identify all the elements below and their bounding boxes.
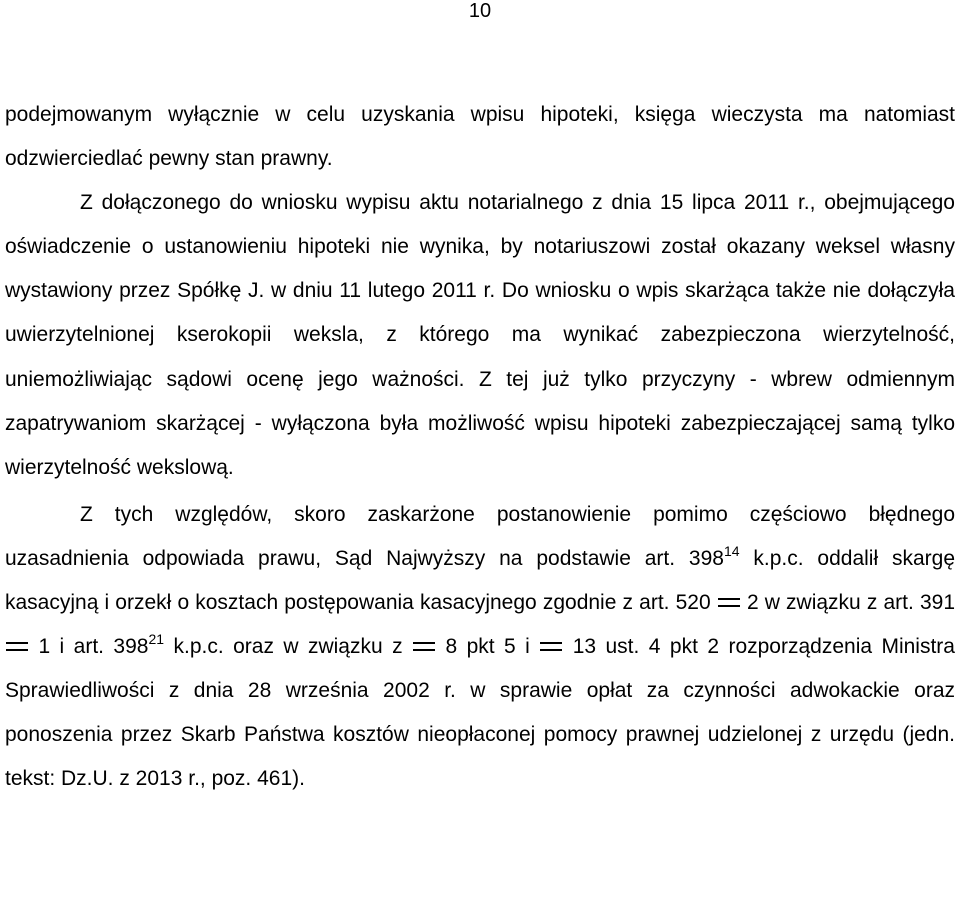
- paragraph-3-part-2: k.p.c. oddalił skargę kasacyjną i orzekł o kosztach postępowania kasacyjnego zgodnie z art. 520: [5, 546, 955, 615]
- paragraph-3-part-3: 2 w związku z art. 391: [746, 591, 956, 615]
- section-sign-icon: [413, 638, 435, 654]
- paragraph-3-part-6: 8 pkt 5 i: [445, 635, 530, 659]
- section-sign-icon: [718, 594, 740, 610]
- superscript-14: 14: [723, 542, 740, 559]
- paragraph-3-part-5: k.p.c. oraz w związku z: [164, 635, 403, 659]
- superscript-21: 21: [148, 631, 165, 648]
- page-number: 10: [468, 0, 492, 22]
- paragraph-3: [5, 493, 955, 802]
- document-body: [5, 93, 955, 802]
- paragraph-3-part-7: 13 ust. 4 pkt 2 rozporządzenia Ministra Sprawiedliwości z dnia 28 września 2002 r. w sprawie opłat za czynności adwokackie oraz ponoszenia przez Skarb Państwa kosztów nieopłaconej pomocy prawnej udzielonej z urzędu (jedn. tekst: Dz.U. z 2013 r., poz. 461).: [5, 635, 955, 791]
- paragraph-2: Z dołączonego do wniosku wypisu aktu notarialnego z dnia 15 lipca 2011 r., obejmującego oświadczenie o ustanowieniu hipoteki nie wynika, by notariuszowi został okazany weksel własny wystawiony przez Spółkę J. w dniu 11 lutego 2011 r. Do wniosku o wpis skarżąca także nie dołączyła uwierzytelnionej kserokopii weksla, z którego ma wynikać zabezpieczona wierzytelność, uniemożliwiając sądowi ocenę jego ważności. Z tej już tylko przyczyny - wbrew odmiennym zapatrywaniom skarżącej - wyłączona była możliwość wpisu hipoteki zabezpieczającej samą tylko wierzytelność wekslową.: [5, 191, 955, 479]
- section-sign-icon: [540, 638, 562, 654]
- paragraph-3-part-1: Z tych względów, skoro zaskarżone postanowienie pomimo częściowo błędnego uzasadnienia odpowiada prawu, Sąd Najwyższy na podstawie art. 398: [5, 502, 955, 570]
- paragraph-3-part-4: 1 i art. 398: [38, 635, 149, 659]
- section-sign-icon: [6, 638, 28, 654]
- paragraph-1: podejmowanym wyłącznie w celu uzyskania wpisu hipoteki, księga wieczysta ma natomiast odzwierciedlać pewny stan prawny.: [5, 103, 955, 171]
